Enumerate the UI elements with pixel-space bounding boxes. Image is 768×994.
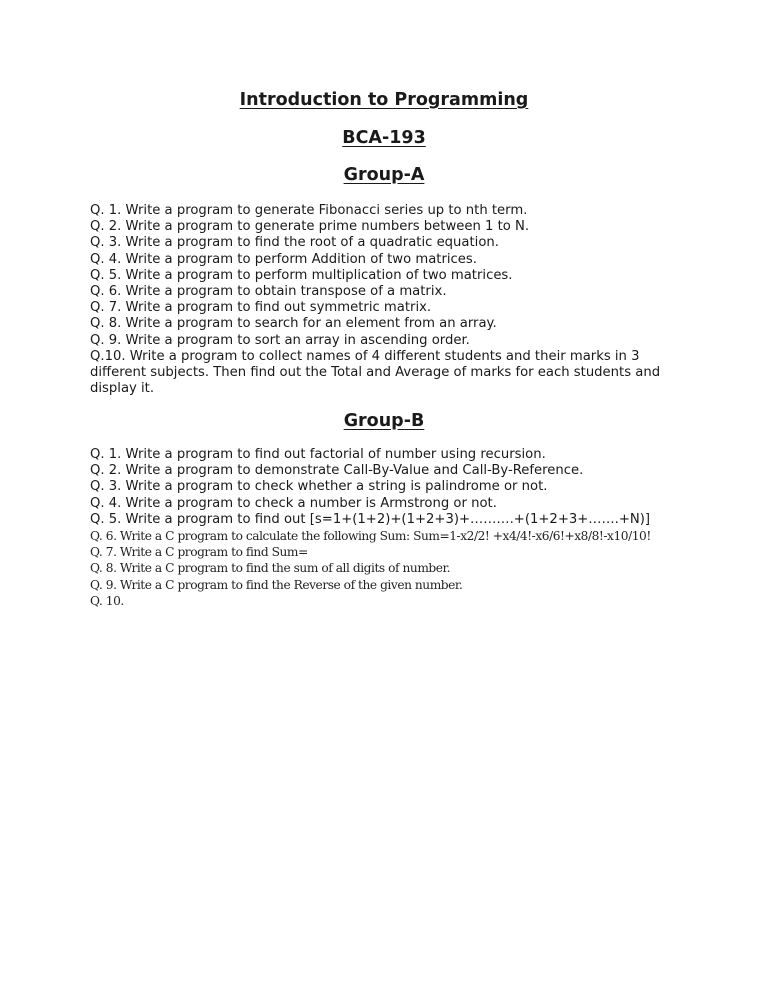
question-item: Q. 2. Write a program to demonstrate Call-By-Value and Call-By-Reference. bbox=[90, 463, 584, 479]
question-item: Q. 1. Write a program to generate Fibonacci series up to nth term. bbox=[90, 203, 528, 218]
question-item: Q. 4. Write a program to perform Addition of two matrices. bbox=[90, 251, 477, 267]
group-b-heading: Group-B bbox=[343, 411, 425, 431]
group-a-heading: Group-A bbox=[343, 165, 425, 185]
question-item: Q. 3. Write a program to check whether a string is palindrome or not. bbox=[90, 479, 548, 495]
group-a-question-list bbox=[90, 203, 680, 397]
question-item: Q. 6. Write a program to obtain transpose of a matrix. bbox=[90, 284, 447, 300]
question-item: Q. 9. Write a C program to find the Reverse of the given number. bbox=[90, 577, 463, 592]
question-item: Q. 7. Write a C program to find Sum= bbox=[90, 545, 308, 560]
question-item: Q. 1. Write a program to find out factorial of number using recursion. bbox=[90, 447, 546, 462]
group-b-question-list bbox=[90, 447, 680, 609]
question-item: Q.10. Write a program to collect names of 4 different students and their marks in 3 different subjects. Then find out the Total and Average of marks for each students and display it. bbox=[90, 348, 661, 397]
question-item: Q. 5. Write a program to find out [s=1+(1+2)+(1+2+3)+……….+(1+2+3+…….+N)] bbox=[90, 511, 651, 527]
question-item: Q. 9. Write a program to sort an array in ascending order. bbox=[90, 332, 470, 348]
course-code: BCA-193 bbox=[342, 128, 426, 148]
question-item: Q. 7. Write a program to find out symmetric matrix. bbox=[90, 300, 432, 316]
question-item: Q. 6. Write a C program to calculate the following Sum: Sum=1-x2/2! +x4/4!-x6/6!+x8/8!-x10/10! bbox=[90, 529, 651, 544]
question-item: Q. 4. Write a program to check a number is Armstrong or not. bbox=[90, 495, 497, 511]
question-item: Q. 8. Write a C program to find the sum of all digits of number. bbox=[90, 561, 450, 576]
question-item: Q. 10. bbox=[90, 593, 124, 608]
question-item: Q. 5. Write a program to perform multiplication of two matrices. bbox=[90, 267, 513, 283]
question-item: Q. 8. Write a program to search for an element from an array. bbox=[90, 316, 497, 332]
question-item: Q. 2. Write a program to generate prime numbers between 1 to N. bbox=[90, 219, 530, 235]
document-title: Introduction to Programming bbox=[239, 90, 529, 110]
question-item: Q. 3. Write a program to find the root of a quadratic equation. bbox=[90, 235, 499, 251]
